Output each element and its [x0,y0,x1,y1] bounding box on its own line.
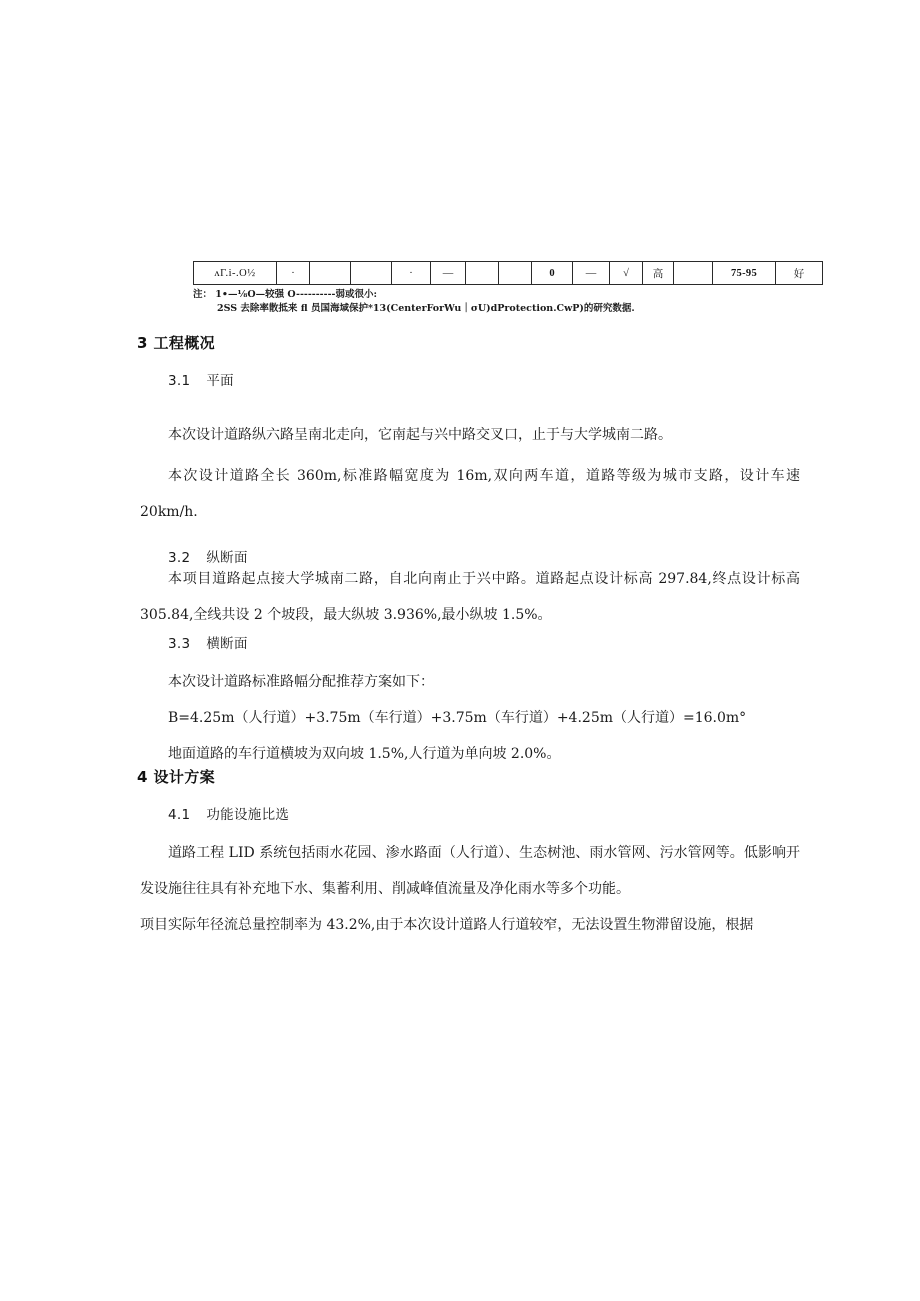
table-cell-9: — [573,262,610,285]
heading-section-4: 4 设计方案 [137,768,216,786]
paragraph-4-1-2: 项目实际年径流总量控制率为 43.2%,由于本次设计道路人行道较窄，无法设置生物滞留设施，根据 [140,917,754,933]
table-cell-11: 高 [643,262,674,285]
heading-3-3-number: 3.3 [168,636,191,652]
table-note-2: 2SS 去除率散抵来 fl 员国海域保护*13(CenterForWu｜σU)dProtection.CwP)的研究数据. [217,303,635,314]
heading-3-2-title: 纵断面 [206,550,248,566]
paragraph-3-1-1: 本次设计道路纵六路呈南北走向，它南起与兴中路交叉口，止于与大学城南二路。 [168,427,672,443]
table-cell-2 [310,262,351,285]
paragraph-4-1-1: 道路工程 LID 系统包括雨水花园、渗水路面（人行道）、生态树池、雨水管网、污水管网等。低影响开发设施往往具有补充地下水、集蓄利用、削减峰值流量及净化雨水等多个功能。 [140,845,800,897]
paragraph-3-2-1: 本项目道路起点接大学城南二路，自北向南止于兴中路。道路起点设计标高 297.84,终点设计标高305.84,全线共设 2 个坡段，最大纵坡 3.936%,最小纵坡 1.5%。 [140,571,800,623]
table-cell-6 [466,262,499,285]
table-cell-5: — [431,262,466,285]
table-cell-3 [351,262,392,285]
table-cell-14: 好 [776,262,823,285]
table-note-1: 注： 1•—⅛O—较强 O----------弱或很小: [193,289,377,300]
evaluation-table [193,261,823,285]
heading-section-3: 3 工程概况 [137,334,216,352]
paragraph-3-1-2: 本次设计道路全长 360m,标准路幅宽度为 16m,双向两车道，道路等级为城市支路，设计车速20km/h. [140,468,800,520]
heading-3-3-title: 横断面 [206,636,248,652]
table-fragment-container [193,261,805,285]
paragraph-3-3-3: 地面道路的车行道横坡为双向坡 1.5%,人行道为单向坡 2.0%。 [168,746,561,762]
table-notes [193,288,793,316]
table-cell-7 [499,262,532,285]
table-cell-13: 75-95 [713,262,776,285]
heading-3-3 [168,632,248,652]
table-cell-8: 0 [532,262,573,285]
table-cell-0: ʌΓ.i-.O½ [194,262,277,285]
paragraph-3-3-1: 本次设计道路标准路幅分配推荐方案如下： [168,674,434,690]
table-row [194,262,823,285]
table-cell-4: · [392,262,431,285]
table-cell-10: √ [610,262,643,285]
heading-3-1-title: 平面 [206,373,234,389]
heading-4-1 [168,803,289,823]
heading-4-1-number: 4.1 [168,807,191,823]
heading-3-1 [168,369,234,389]
paragraph-3-3-2: B=4.25m（人行道）+3.75m（车行道）+3.75m（车行道）+4.25m（人行道）=16.0m° [168,710,747,726]
heading-3-2-number: 3.2 [168,550,191,566]
table-cell-12 [674,262,713,285]
table-cell-1: · [277,262,310,285]
heading-3-1-number: 3.1 [168,373,191,389]
heading-4-1-title: 功能设施比选 [206,807,290,823]
